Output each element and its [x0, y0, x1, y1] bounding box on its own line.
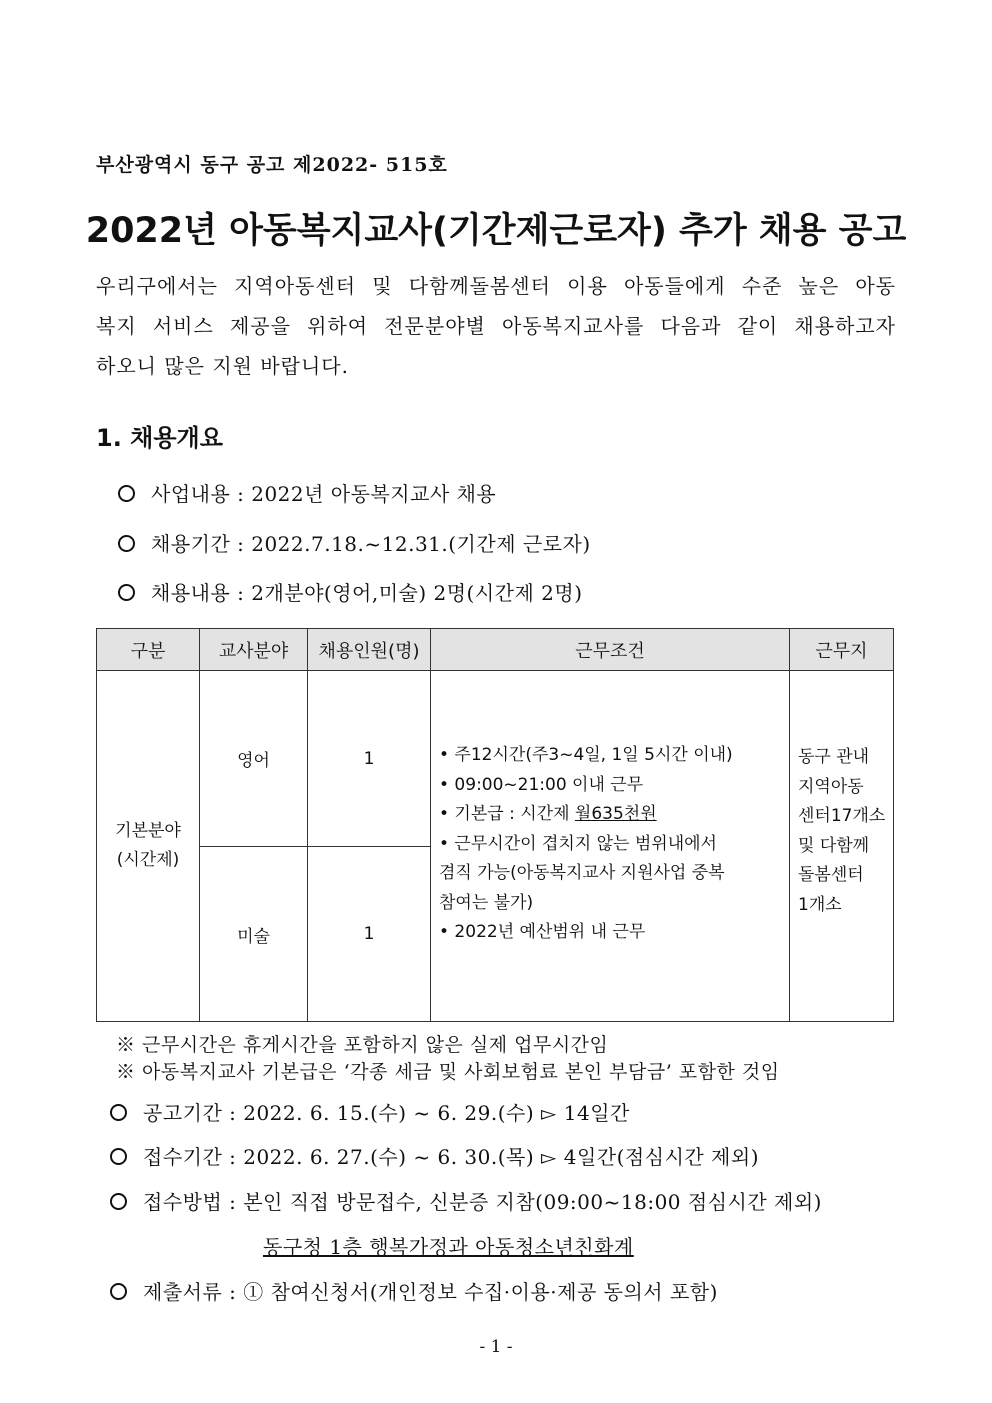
condition-pay [439, 800, 783, 830]
header-conditions: 근무조건 [431, 629, 790, 671]
condition-hours: • 주12시간(주3~4일, 1일 5시간 이내) [439, 745, 733, 765]
condition-side-job: • 근무시간이 겹치지 않는 범위내에서 [439, 833, 717, 854]
note-work-hours: ※ 근무시간은 휴게시간을 포함하지 않은 실제 업무시간임 [116, 1034, 609, 1056]
workplace-line: 및 다함께 [798, 835, 870, 856]
category-line-1: 기본분야 [115, 821, 181, 841]
page-number: - 1 - [479, 1337, 513, 1357]
circle-bullet-icon [110, 1193, 127, 1210]
workplace-cell [790, 671, 894, 1022]
workplace-line: 1개소 [798, 894, 842, 915]
schedule-documents [110, 1276, 718, 1305]
schedule-receipt [110, 1141, 759, 1170]
schedule-method-place: 동구청 1층 행복가정과 아동청소년친화계 [263, 1235, 634, 1259]
circle-bullet-icon [118, 485, 135, 502]
workplace-line: 동구 관내 [798, 747, 870, 767]
circle-bullet-icon [110, 1104, 127, 1121]
schedule-receipt-text: 접수기간 : 2022. 6. 27.(수) ~ 6. 30.(목) ▻ 4일간(점심시간 제외) [143, 1145, 760, 1169]
header-field: 교사분야 [200, 629, 308, 671]
circle-bullet-icon [110, 1148, 127, 1165]
header-workplace: 근무지 [790, 629, 894, 671]
notice-number: 부산광역시 동구 공고 제2022- 515호 [96, 154, 448, 176]
section-title: 1. 채용개요 [96, 424, 223, 452]
recruitment-table [96, 628, 894, 1022]
conditions-cell [431, 671, 790, 1022]
category-cell [97, 671, 200, 1022]
intro-line-3: 하오니 많은 지원 바랍니다. [96, 354, 349, 378]
overview-item-text: 채용내용 : 2개분야(영어,미술) 2명(시간제 2명) [151, 581, 583, 605]
category-line-2: (시간제) [116, 850, 180, 870]
circle-bullet-icon [110, 1283, 127, 1300]
header-count: 채용인원(명) [308, 629, 431, 671]
condition-budget: • 2022년 예산범위 내 근무 [439, 922, 646, 942]
document-title: 2022년 아동복지교사(기간제근로자) 추가 채용 공고 [85, 211, 907, 251]
field-cell-art: 미술 [200, 847, 308, 1022]
schedule-method-text: 접수방법 : 본인 직접 방문접수, 신분증 지참(09:00~18:00 점심시간 제외) [143, 1190, 822, 1214]
workplace-line: 센터17개소 [798, 806, 886, 826]
schedule-announce [110, 1097, 630, 1126]
condition-side-job-end: 참여는 불가) [439, 892, 534, 913]
table-header-row [97, 629, 894, 671]
overview-item-text: 채용기간 : 2022.7.18.~12.31.(기간제 근로자) [151, 532, 591, 556]
condition-time: • 09:00~21:00 이내 근무 [439, 774, 644, 795]
field-cell-english: 영어 [200, 671, 308, 847]
schedule-method [110, 1186, 822, 1215]
intro-line-1: 우리구에서는 지역아동센터 및 다함께돌봄센터 이용 아동들에게 수준 높은 아동 [96, 274, 896, 298]
circle-bullet-icon [118, 535, 135, 552]
schedule-documents-text: 제출서류 : ① 참여신청서(개인정보 수집·이용·제공 동의서 포함) [143, 1280, 718, 1304]
count-cell-english: 1 [308, 671, 431, 847]
workplace-line: 지역아동 [798, 776, 864, 797]
condition-pay-label: • 기본급 : 시간제 [439, 804, 575, 824]
header-category: 구분 [97, 629, 200, 671]
overview-item-period [118, 528, 591, 557]
circle-bullet-icon [118, 584, 135, 601]
overview-item-content [118, 577, 583, 606]
condition-pay-amount: 월635천원 [574, 804, 657, 824]
intro-line-2: 복지 서비스 제공을 위하여 전문분야별 아동복지교사를 다음과 같이 채용하고자 [96, 314, 896, 338]
condition-side-job-cont: 겸직 가능(아동복지교사 지원사업 중복 [439, 863, 725, 883]
table-row [97, 671, 894, 847]
workplace-line: 돌봄센터 [798, 865, 864, 885]
count-cell-art: 1 [308, 847, 431, 1022]
intro-paragraph [96, 266, 896, 386]
overview-item-text: 사업내용 : 2022년 아동복지교사 채용 [151, 482, 497, 506]
note-base-pay: ※ 아동복지교사 기본급은 ‘각종 세금 및 사회보험료 본인 부담금’ 포함한 것임 [116, 1061, 780, 1083]
overview-item-business [118, 478, 496, 507]
schedule-announce-text: 공고기간 : 2022. 6. 15.(수) ~ 6. 29.(수) ▻ 14일간 [143, 1101, 630, 1125]
